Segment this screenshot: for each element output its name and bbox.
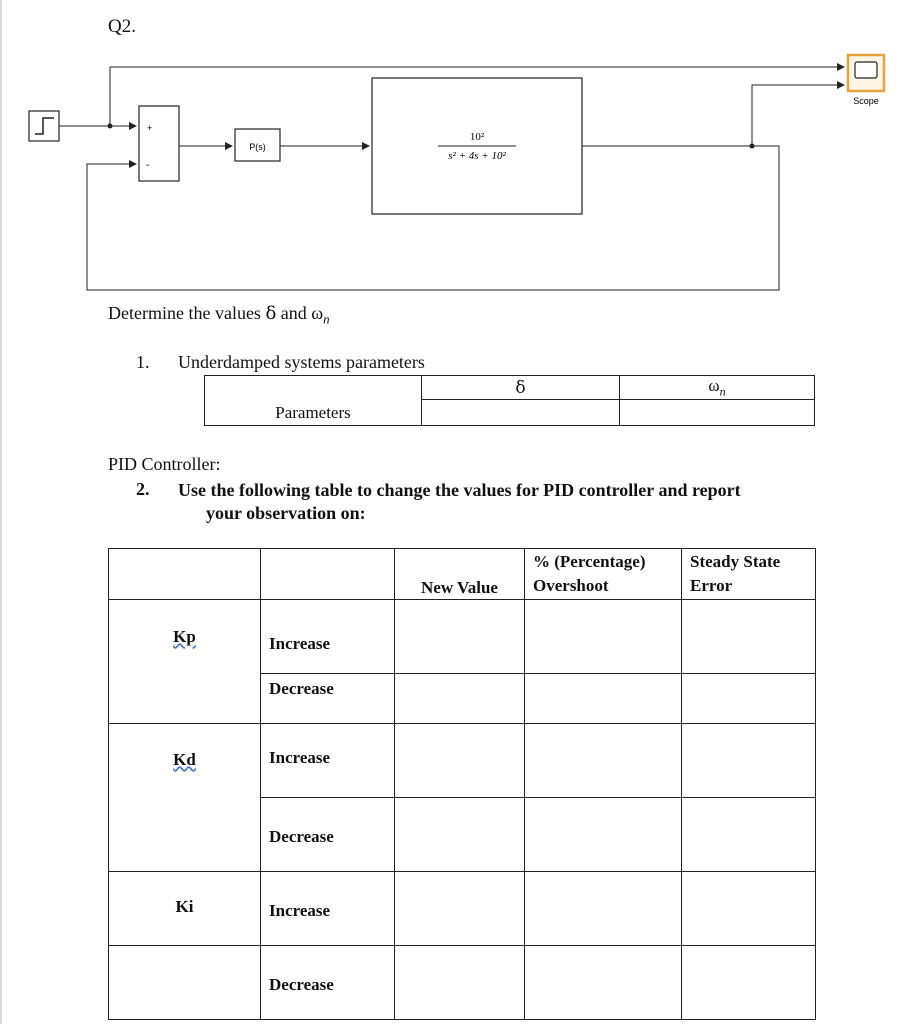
signal-output-to-scope <box>752 85 844 146</box>
kd-decrease-sse-cell[interactable] <box>682 798 816 872</box>
ki-decrease-sse-cell[interactable] <box>682 946 816 1020</box>
item-2-number: 2. <box>136 479 150 499</box>
pid-header-row <box>109 549 816 600</box>
param-delta-header: ẟ <box>422 376 620 400</box>
determine-omega-sub: n <box>323 311 330 327</box>
determine-conj: and <box>276 303 312 323</box>
tf-denominator: s² + 4s + 10² <box>448 150 506 162</box>
header-blank-1 <box>109 549 261 600</box>
ki-increase-overshoot-cell[interactable] <box>525 872 682 946</box>
param-delta-value-cell[interactable] <box>422 400 620 426</box>
determine-instruction <box>108 303 330 328</box>
param-kp: Kp <box>109 600 261 724</box>
kd-decrease-new-value-cell[interactable] <box>395 798 525 872</box>
pid-observation-table <box>108 548 816 1020</box>
parameters-table <box>204 375 815 426</box>
param-omega-value-cell[interactable] <box>620 400 815 426</box>
action-ki-increase: Increase <box>261 872 395 946</box>
item-1-text: Underdamped systems parameters <box>178 352 425 372</box>
tf-numerator: 10² <box>469 131 485 143</box>
param-omega-header: $\omega_n$ <box>620 376 815 400</box>
table-row <box>109 872 816 946</box>
kp-decrease-new-value-cell[interactable] <box>395 674 525 724</box>
pid-controller-label: PID Controller: <box>108 454 221 474</box>
kd-increase-new-value-cell[interactable] <box>395 724 525 798</box>
action-ki-decrease: Decrease <box>261 946 395 1020</box>
action-kd-increase: Increase <box>261 724 395 798</box>
header-blank-2 <box>261 549 395 600</box>
kp-increase-sse-cell[interactable] <box>682 600 816 674</box>
controller-label: P(s) <box>249 142 266 152</box>
sum-plus-sign: + <box>147 123 153 133</box>
parameters-row-label: Parameters <box>205 376 422 426</box>
header-steady-state-error: Steady State Error <box>682 549 816 600</box>
sum-minus-sign: - <box>146 160 150 171</box>
param-ki-blank <box>109 946 261 1020</box>
kp-increase-overshoot-cell[interactable] <box>525 600 682 674</box>
determine-prefix: Determine the values <box>108 303 266 323</box>
table-row <box>109 946 816 1020</box>
item-1-number: 1. <box>136 352 150 372</box>
kd-decrease-overshoot-cell[interactable] <box>525 798 682 872</box>
block-diagram <box>0 0 922 300</box>
determine-delta: ẟ <box>265 303 277 323</box>
action-kp-decrease: Decrease <box>261 674 395 724</box>
ki-decrease-new-value-cell[interactable] <box>395 946 525 1020</box>
ki-increase-sse-cell[interactable] <box>682 872 816 946</box>
action-kp-increase: Increase <box>261 600 395 674</box>
kp-decrease-sse-cell[interactable] <box>682 674 816 724</box>
param-ki: Ki <box>109 872 261 946</box>
kd-increase-sse-cell[interactable] <box>682 724 816 798</box>
question-label: Q2. <box>108 16 136 37</box>
kd-increase-overshoot-cell[interactable] <box>525 724 682 798</box>
table-row <box>109 600 816 674</box>
scope-block[interactable] <box>848 55 884 91</box>
item-2-line-2: your observation on: <box>206 503 366 523</box>
kp-increase-new-value-cell[interactable] <box>395 600 525 674</box>
table-row <box>109 724 816 798</box>
header-overshoot: % (Percentage) Overshoot <box>525 549 682 600</box>
scope-label: Scope <box>853 96 879 106</box>
step-source-block[interactable] <box>29 111 59 141</box>
kp-decrease-overshoot-cell[interactable] <box>525 674 682 724</box>
action-kd-decrease: Decrease <box>261 798 395 872</box>
param-kd: Kd <box>109 724 261 872</box>
ki-increase-new-value-cell[interactable] <box>395 872 525 946</box>
sum-block[interactable] <box>139 106 179 181</box>
ki-decrease-overshoot-cell[interactable] <box>525 946 682 1020</box>
determine-omega: ω <box>311 303 324 323</box>
item-2-line-1: Use the following table to change the values for PID controller and report <box>178 480 741 500</box>
header-new-value: New Value <box>395 549 525 600</box>
item-2-text <box>178 479 818 525</box>
